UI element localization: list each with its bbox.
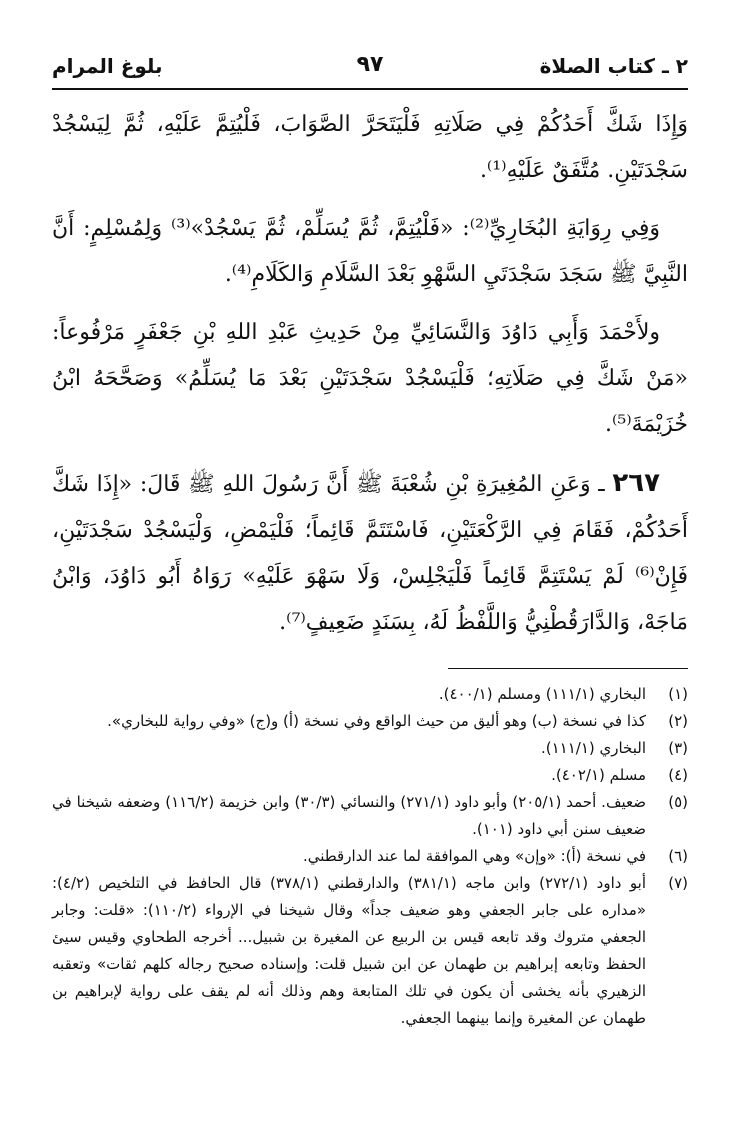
hadith-paragraph: [52, 460, 688, 646]
footnote-text: البخاري (١١١/١) ومسلم (٤٠٠/١).: [438, 685, 646, 703]
footnote-text: ضعيف. أحمد (٢٠٥/١) وأبو داود (٢٧١/١) والنسائي (٣٠/٣) وابن خزيمة (١١٦/٢) وضعفه شيخنا في ضعيف سنن أبي داود (١٠١).: [52, 793, 646, 838]
paragraph: ولأَحْمَدَ وَأَبِي دَاوُدَ وَالنَّسَائِيِّ مِنْ حَدِيثِ عَبْدِ اللهِ بْنِ جَعْفَرٍ مَرْفُوعاً: «مَنْ شَكَّ فِي صَلَاتِهِ؛ فَلْيَسْجُدْ سَجْدَتَيْنِ بَعْدَ مَا يُسَلِّمُ» وَصَحَّحَهُ ابْنُ خُزَيْمَةَ⁽⁵⁾.: [52, 320, 688, 437]
page: [52, 48, 688, 1108]
footnote-item: [52, 789, 688, 843]
hadith-text: ـ وَعَنِ المُغِيرَةِ بْنِ شُعْبَةَ ﷺ أَنَّ رَسُولَ اللهِ ﷺ قَالَ: «إِذَا شَكَّ أَحَدُكُمْ، فَقَامَ فِي الرَّكْعَتَيْنِ، فَاسْتَتَمَّ قَائِماً؛ فَلْيَمْضِ، وَلْيَسْجُدْ سَجْدَتَيْنِ، فَإِنْ⁽⁶⁾ لَمْ يَسْتَتِمَّ قَائِماً فَلْيَجْلِسْ، وَلَا سَهْوَ عَلَيْهِ» رَوَاهُ أَبُو دَاوُدَ، وَابْنُ مَاجَهْ، وَالدَّارَقُطْنِيُّ وَاللَّفْظُ لَهُ، بِسَنَدٍ ضَعِيفٍ⁽⁷⁾.: [52, 472, 688, 635]
footnote-number: (١): [668, 685, 688, 703]
footnotes: [52, 681, 688, 1032]
page-number: ٩٧: [356, 52, 384, 77]
footnote-number: (٧): [668, 874, 688, 892]
footnote-text: في نسخة (أ): «وإن» وهي الموافقة لما عند الدارقطني.: [302, 847, 646, 865]
footnote-number: (٤): [668, 766, 688, 784]
footnote-item: [52, 843, 688, 870]
paragraph: وَإِذَا شَكَّ أَحَدُكُمْ فِي صَلَاتِهِ فَلْيَتَحَرَّ الصَّوَابَ، فَلْيُتِمَّ عَلَيْهِ، ثُمَّ لِيَسْجُدْ سَجْدَتَيْنِ. مُتَّفَقٌ عَلَيْهِ⁽¹⁾.: [52, 112, 689, 183]
chapter-title: ٢ ـ كتاب الصلاة: [539, 54, 688, 78]
main-text: [52, 102, 688, 646]
page-header: [52, 48, 688, 90]
book-title: بلوغ المرام: [52, 54, 163, 78]
footnote-item: [52, 870, 688, 1032]
footnote-number: (٥): [668, 793, 688, 811]
footnote-number: (٢): [668, 712, 688, 730]
hadith-number: ٢٦٧: [612, 468, 660, 498]
footnote-item: [52, 708, 688, 735]
footnote-text: كذا في نسخة (ب) وهو أليق من حيث الواقع وفي نسخة (أ) و(ج) «وفي رواية للبخاري».: [107, 712, 646, 730]
footnote-item: [52, 681, 688, 708]
footnote-item: [52, 735, 688, 762]
footnote-separator: [448, 668, 688, 669]
footnote-number: (٦): [668, 847, 688, 865]
footnote-text: أبو داود (٢٧٢/١) وابن ماجه (٣٨١/١) والدارقطني (٣٧٨/١) قال الحافظ في التلخيص (٤/٢): «مداره على جابر الجعفي وهو ضعيف جداً» وقال شيخنا في الإرواء (١١٠/٢): «قلت: وجابر الجعفي متروك وقد تابعه قيس بن الربيع عن المغيرة بن شبيل... أخرجه الطحاوي وقيس سيئ الحفظ وتابعه إبراهيم بن طهمان عن ابن شبيل قلت: وإسناده صحيح رجاله كلهم ثقات» وتعقبه الزهيري بأنه يخشى أن يكون في تلك المتابعة وهم وذلك أنه لم يقف على رواية لإبراهيم بن طهمان عن المغيرة وإنما بينهما الجعفي.: [52, 874, 647, 1027]
footnote-text: البخاري (١١١/١).: [540, 739, 646, 757]
footnote-number: (٣): [668, 739, 688, 757]
footnote-text: مسلم (٤٠٢/١).: [551, 766, 646, 784]
paragraph: وَفِي رِوَايَةِ البُخَارِيِّ⁽²⁾: «فَلْيُتِمَّ، ثُمَّ يُسَلِّمْ، ثُمَّ يَسْجُدْ»⁽³⁾ وَلِمُسْلِمٍ: أَنَّ النَّبِيَّ ﷺ سَجَدَ سَجْدَتَيِ السَّهْوِ بَعْدَ السَّلَامِ وَالكَلَامِ⁽⁴⁾.: [52, 216, 688, 287]
footnote-item: [52, 762, 688, 789]
